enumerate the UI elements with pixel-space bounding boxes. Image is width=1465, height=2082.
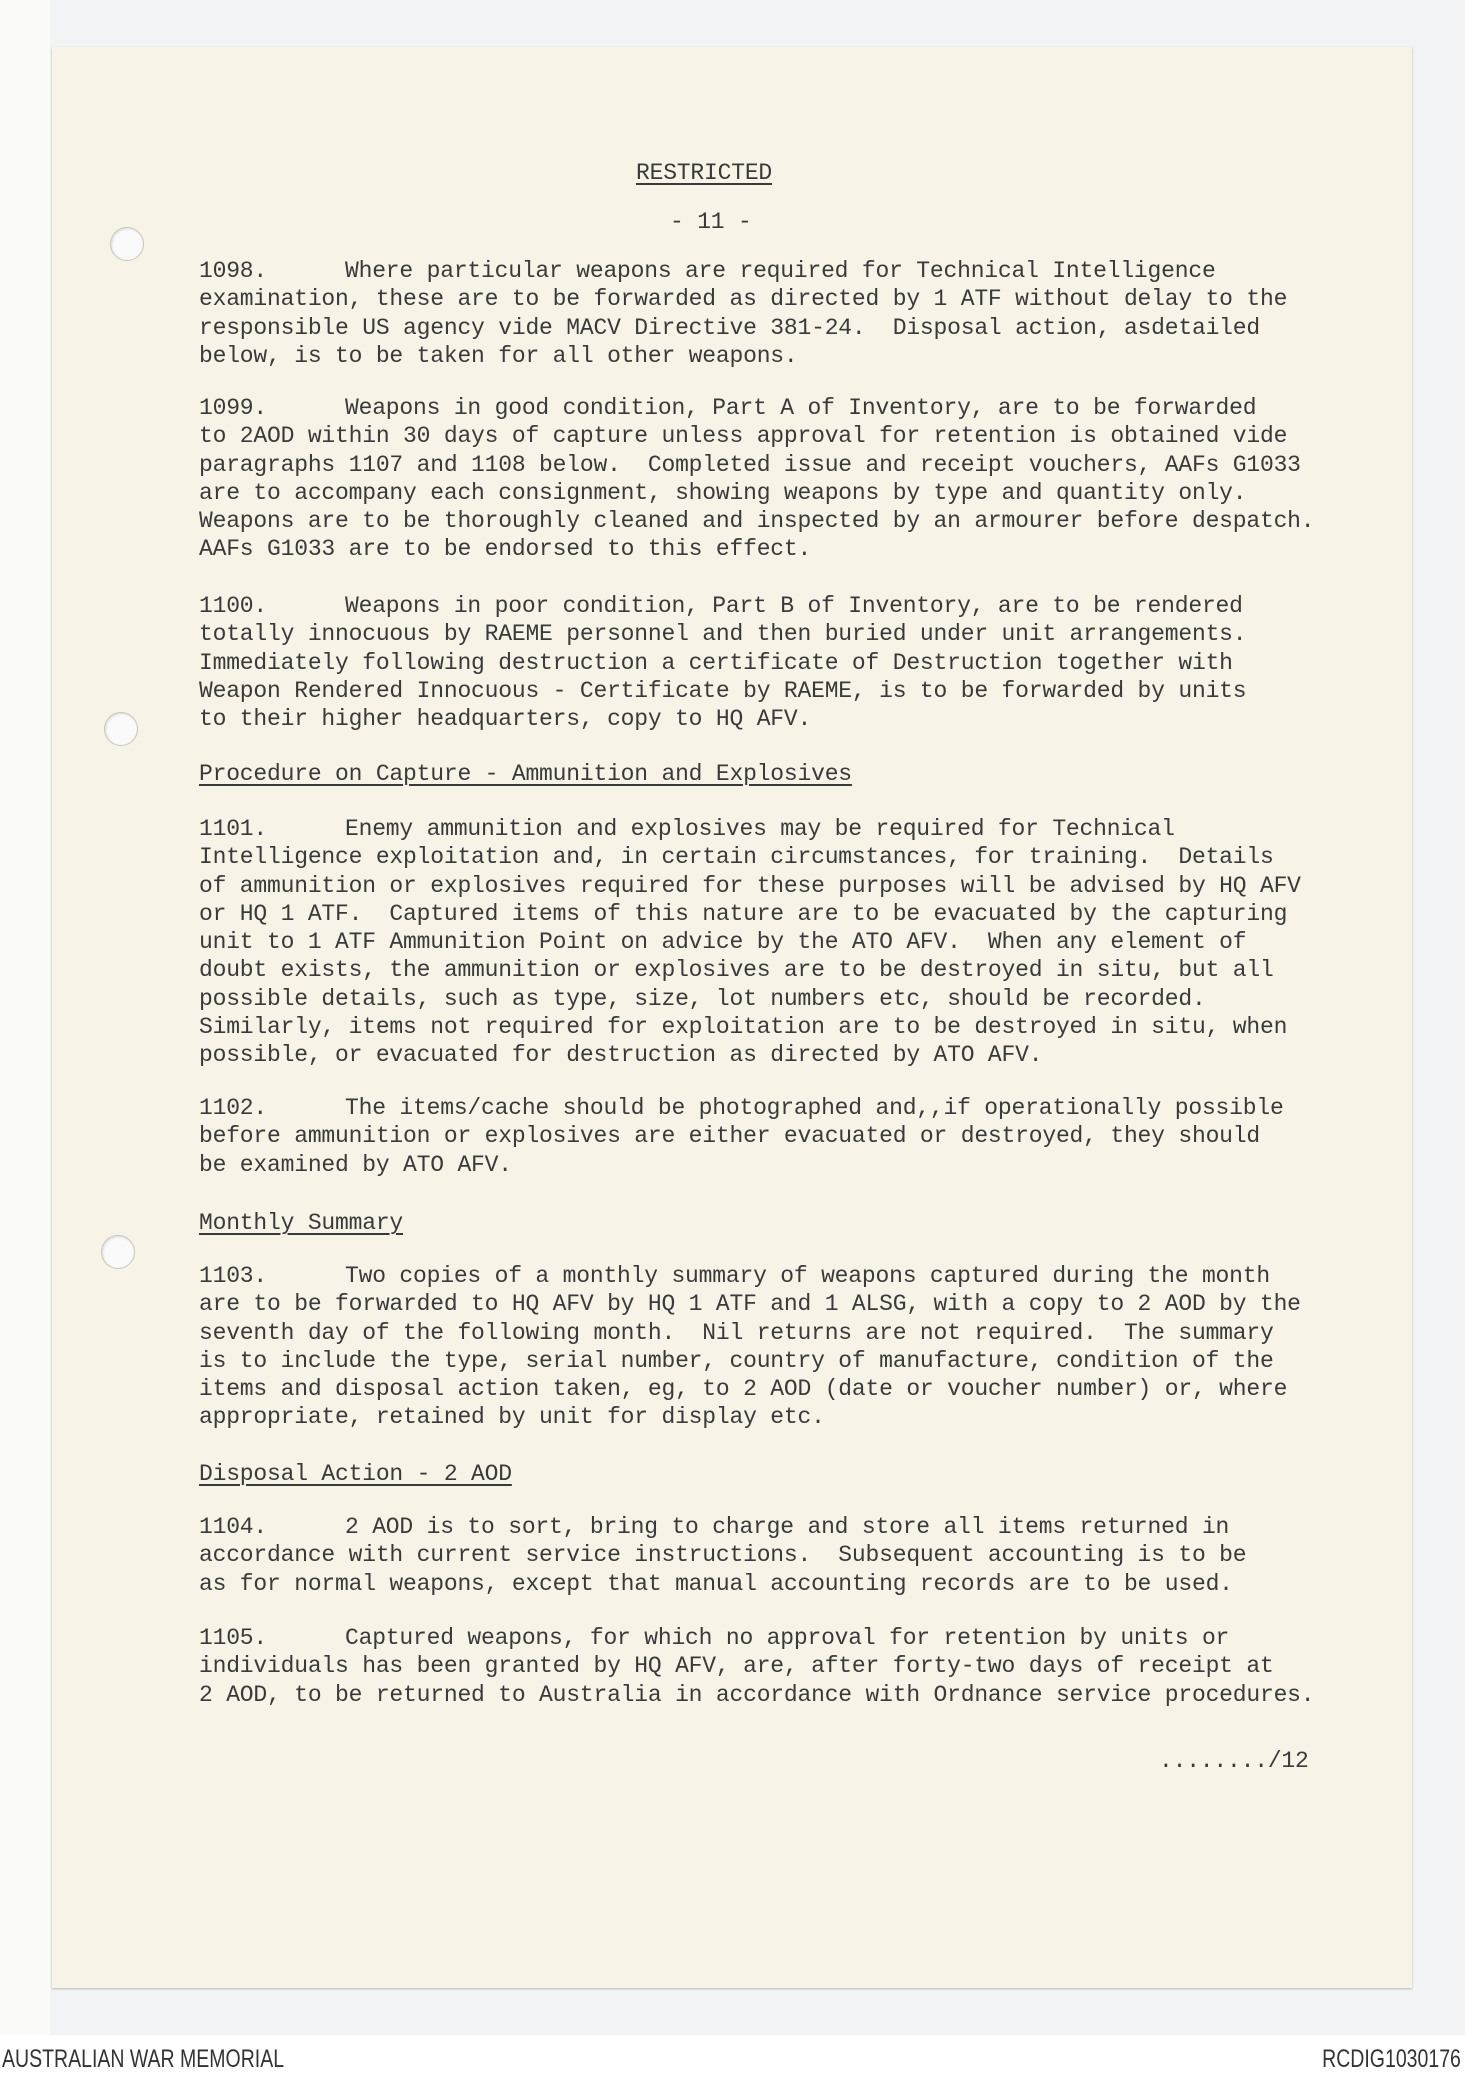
paragraph-line	[199, 815, 1301, 843]
paragraph-line	[199, 592, 1246, 620]
section-heading: Disposal Action - 2 AOD	[199, 1461, 512, 1487]
paragraph-1101	[199, 815, 1301, 1070]
paragraph-line: Weapons are to be thoroughly cleaned and inspected by an armourer before despatch.	[199, 508, 1315, 535]
paragraph-line	[199, 1624, 1314, 1652]
paragraph-line	[199, 1262, 1301, 1290]
paragraph-text: Weapons in good condition, Part A of Inventory, are to be forwarded	[345, 395, 1257, 421]
paragraph-line: totally innocuous by RAEME personnel and then buried under unit arrangements.	[199, 621, 1247, 648]
paragraph-number: 1098.	[199, 258, 268, 284]
paragraph-text: The items/cache should be photographed and,,if operationally possible	[345, 1095, 1284, 1121]
footer-reference: RCDIG1030176	[1322, 2045, 1461, 2073]
paragraph-line	[199, 257, 1287, 285]
paragraph-line: seventh day of the following month. Nil returns are not required. The summary	[199, 1319, 1274, 1346]
paragraph-line: Weapon Rendered Innocuous - Certificate by RAEME, is to be forwarded by units	[199, 677, 1247, 704]
paragraph-line: items and disposal action taken, eg, to 2 AOD (date or voucher number) or, where	[199, 1376, 1288, 1403]
punch-hole	[110, 227, 144, 261]
paragraph-line: AAFs G1033 are to be endorsed to this effect.	[199, 536, 812, 563]
section-heading: Monthly Summary	[199, 1210, 404, 1236]
paragraph-line: possible details, such as type, size, lot numbers etc, should be recorded.	[199, 985, 1206, 1012]
paragraph-1103	[199, 1262, 1301, 1432]
punch-hole	[104, 712, 138, 746]
punch-hole	[101, 1235, 135, 1269]
paragraph-line: doubt exists, the ammunition or explosives are to be destroyed in situ, but all	[199, 957, 1274, 984]
paragraph-text: Captured weapons, for which no approval for retention by units or	[345, 1625, 1230, 1651]
paragraph-number: 1102.	[199, 1095, 268, 1121]
paragraph-line: accordance with current service instructions. Subsequent accounting is to be	[199, 1542, 1247, 1569]
paragraph-line: Immediately following destruction a certificate of Destruction together with	[199, 649, 1233, 676]
paragraph-line: to 2AOD within 30 days of capture unless approval for retention is obtained vide	[199, 423, 1288, 450]
classification-header: RESTRICTED	[636, 160, 773, 186]
paragraph-line: below, is to be taken for all other weapons.	[199, 342, 798, 369]
paragraph-1102	[199, 1094, 1284, 1179]
page-number: - 11 -	[670, 209, 752, 235]
paragraph-line: of ammunition or explosives required for these purposes will be advised by HQ AFV	[199, 872, 1301, 899]
paragraph-line: are to be forwarded to HQ AFV by HQ 1 ATF and 1 ALSG, with a copy to 2 AOD by the	[199, 1291, 1301, 1318]
paragraph-line: or HQ 1 ATF. Captured items of this nature are to be evacuated by the capturing	[199, 900, 1288, 927]
paragraph-text: Enemy ammunition and explosives may be required for Technical	[345, 816, 1175, 842]
paragraph-line: are to accompany each consignment, showing weapons by type and quantity only.	[199, 479, 1247, 506]
paragraph-line: paragraphs 1107 and 1108 below. Completed issue and receipt vouchers, AAFs G1033	[199, 451, 1301, 478]
paragraph-line: Intelligence exploitation and, in certain circumstances, for training. Details	[199, 844, 1274, 871]
paragraph-number: 1105.	[199, 1625, 268, 1651]
paragraph-line: to their higher headquarters, copy to HQ AFV.	[199, 706, 812, 733]
footer-institution: AUSTRALIAN WAR MEMORIAL	[2, 2045, 285, 2073]
paragraph-text: Two copies of a monthly summary of weapons captured during the month	[345, 1263, 1270, 1289]
scan-margin	[0, 0, 50, 2035]
paragraph-text: 2 AOD is to sort, bring to charge and store all items returned in	[345, 1514, 1230, 1540]
paragraph-line: 2 AOD, to be returned to Australia in accordance with Ordnance service procedures.	[199, 1681, 1315, 1708]
paragraph-line: as for normal weapons, except that manual accounting records are to be used.	[199, 1570, 1233, 1597]
paragraph-number: 1104.	[199, 1514, 268, 1540]
paragraph-line: individuals has been granted by HQ AFV, are, after forty-two days of receipt at	[199, 1653, 1274, 1680]
paragraph-1098	[199, 257, 1287, 370]
paragraph-1105	[199, 1624, 1314, 1709]
paragraph-line	[199, 1513, 1246, 1541]
paragraph-line: unit to 1 ATF Ammunition Point on advice by the ATO AFV. When any element of	[199, 929, 1247, 956]
paragraph-line: is to include the type, serial number, country of manufacture, condition of the	[199, 1347, 1274, 1374]
paragraph-line: Similarly, items not required for exploitation are to be destroyed in situ, when	[199, 1014, 1288, 1041]
paragraph-1099	[199, 394, 1314, 564]
paragraph-text: Where particular weapons are required for Technical Intelligence	[345, 258, 1216, 284]
paragraph-line: examination, these are to be forwarded as directed by 1 ATF without delay to the	[199, 286, 1288, 313]
paragraph-text: Weapons in poor condition, Part B of Inventory, are to be rendered	[345, 593, 1243, 619]
paragraph-1104	[199, 1513, 1246, 1598]
section-heading: Procedure on Capture - Ammunition and Explosives	[199, 761, 852, 787]
paragraph-line	[199, 1094, 1284, 1122]
paragraph-number: 1101.	[199, 816, 268, 842]
paragraph-line: responsible US agency vide MACV Directive 381-24. Disposal action, asdetailed	[199, 314, 1260, 341]
continuation-marker: ......../12	[1159, 1748, 1309, 1774]
paragraph-number: 1103.	[199, 1263, 268, 1289]
paragraph-number: 1100.	[199, 593, 268, 619]
paragraph-line: appropriate, retained by unit for display etc.	[199, 1404, 825, 1431]
paragraph-line: before ammunition or explosives are either evacuated or destroyed, they should	[199, 1123, 1260, 1150]
paragraph-line: possible, or evacuated for destruction as directed by ATO AFV.	[199, 1042, 1043, 1069]
paragraph-line	[199, 394, 1314, 422]
paragraph-1100	[199, 592, 1246, 733]
paragraph-line: be examined by ATO AFV.	[199, 1151, 512, 1178]
paragraph-number: 1099.	[199, 395, 268, 421]
